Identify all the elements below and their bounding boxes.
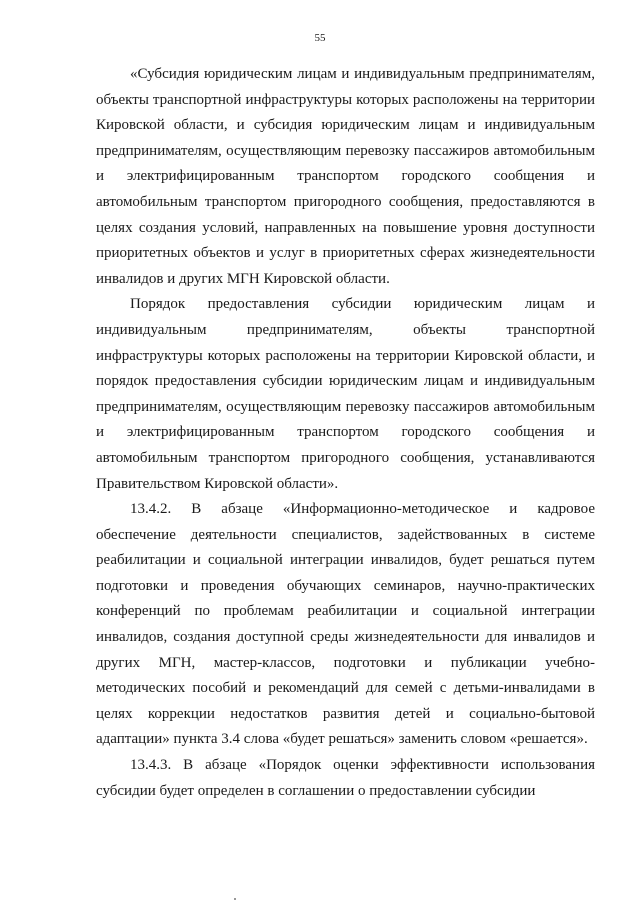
page-number: 55 [314, 32, 326, 44]
paragraph-subsidy-procedure: Порядок предоставления субсидии юридическим лицам и индивидуальным предпринимателям, объекты транспортной инфраструктуры которых расположены на территории Кировской области, и порядок предоставления субсидии юридическим лицам и индивидуальным предпринимателям, осуществляющим перевозку пассажиров автомобильным и электрифицированным транспортом городского сообщения и автомобильным транспортом пригородного сообщения, устанавливаются Правительством Кировской области». [96, 296, 595, 492]
paragraph-13-4-2: 13.4.2. В абзаце «Информационно-методическое и кадровое обеспечение деятельности специалистов, задействованных в системе реабилитации и социальной интеграции инвалидов, будет решаться путем подготовки и проведения обучающих семинаров, научно-практических конференций по проблемам реабилитации и социальной интеграции инвалидов, создания доступной среды жизнедеятельности для инвалидов и других МГН, мастер-классов, подготовки и публикации учебно-методических пособий и рекомендаций для семей с детьми-инвалидами в целях коррекции недостатков развития детей и социально-бытовой адаптации» пункта 3.4 слова «будет решаться» заменить словом «решается». [96, 501, 595, 748]
scan-speck [234, 898, 236, 900]
paragraph-13-4-3: 13.4.3. В абзаце «Порядок оценки эффективности использования субсидии будет определен в соглашении о предоставлении субсидии [96, 757, 595, 799]
document-body [96, 62, 595, 804]
paragraph-subsidy-purpose: «Субсидия юридическим лицам и индивидуальным предпринимателям, объекты транспортной инфраструктуры которых расположены на территории Кировской области, и субсидия юридическим лицам и индивидуальным предпринимателям, осуществляющим перевозку пассажиров автомобильным и электрифицированным транспортом городского сообщения и автомобильным транспортом пригородного сообщения, предоставляются в целях создания условий, направленных на повышение уровня доступности приоритетных объектов и услуг в приоритетных сферах жизнедеятельности инвалидов и других МГН Кировской области. [96, 66, 595, 287]
